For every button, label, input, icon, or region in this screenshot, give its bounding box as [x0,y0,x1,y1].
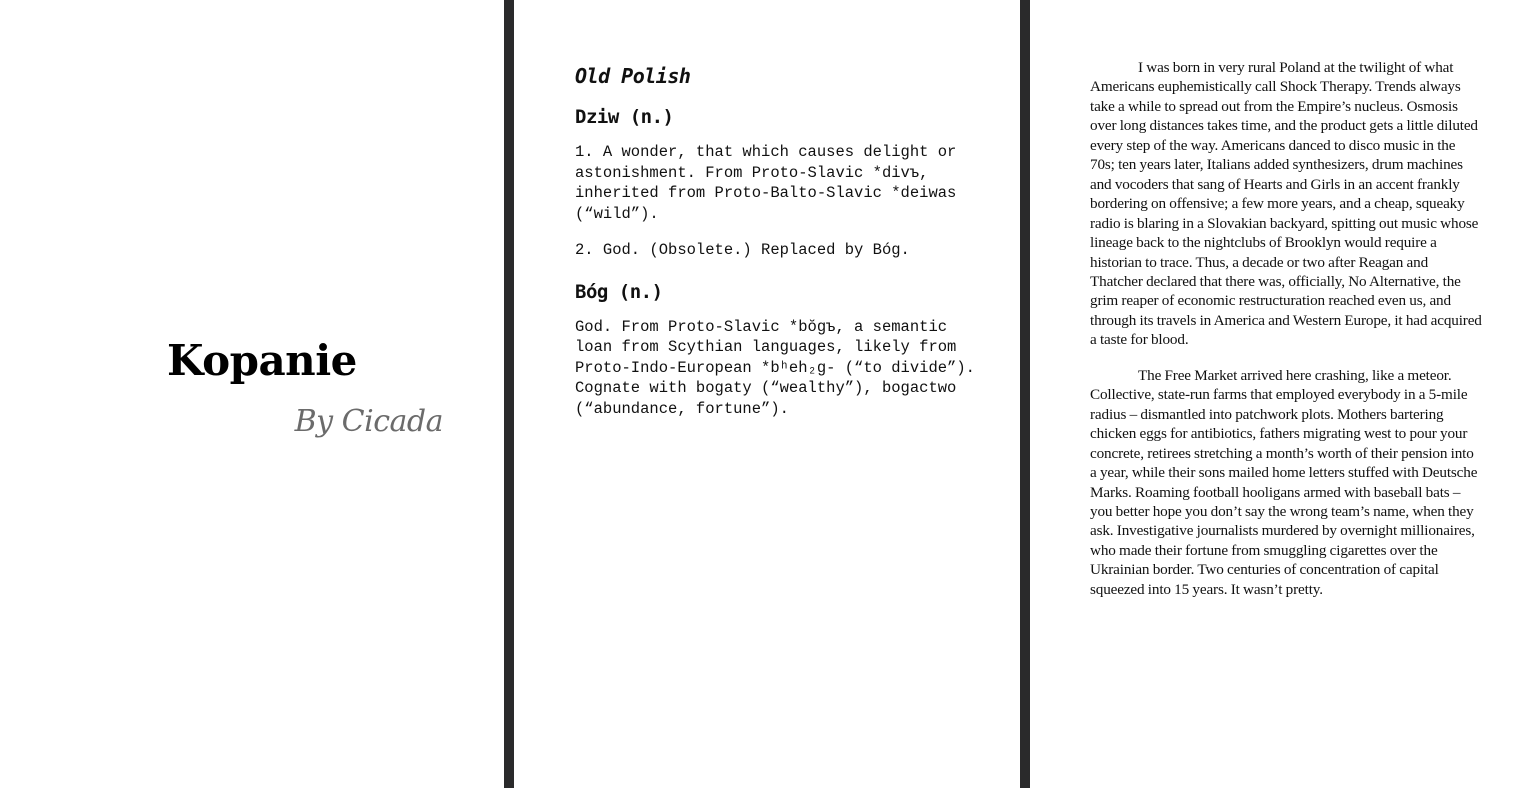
author-byline: By Cicada [294,404,443,439]
title-page [0,0,504,788]
entry-headword-dziw: Dziw (n.) [575,106,674,128]
page-divider [504,0,514,788]
entry-headword-bog: Bóg (n.) [575,280,663,303]
prose-paragraph: I was born in very rural Poland at the twilight of what Americans euphemistically call Shock Therapy. Trends always take a while to spread out from the Empire’s nucleus. Osmosis over long distances takes time, and the product gets a little diluted every step of the way. Americans danced to disco music in the 70s; ten years later, Italians added synthesizers, drum machines and vocoders that sang of Hearts and Girls in an accent frankly bordering on offensive; a few more years, and a cheap, squeaky radio is blaring in a Slovakian backyard, spitting out music whose lineage back to the nightclubs of Brooklyn would require a historian to trace. Thus, a decade or two after Reagan and Thatcher declared that there was, officially, No Alternative, the grim reaper of economic restructuration reached even us, and through its travels in America and Western Europe, it had acquired a taste for blood. [1090,59,1482,349]
entry-sense: 1. A wonder, that which causes delight or astonishment. From Proto-Slavic *divъ, inherited from Proto-Balto-Slavic *deiwas (“wild”). [575,143,957,223]
page-divider [1020,0,1030,788]
dictionary-page [514,0,1020,788]
prose-page [1030,0,1536,788]
language-heading: Old Polish [575,64,691,88]
entry-sense: 2. God. (Obsolete.) Replaced by Bóg. [575,241,910,259]
book-title: Kopanie [167,336,357,385]
prose-body [1090,58,1482,615]
entry-sense: God. From Proto-Slavic *bŏgъ, a semantic loan from Scythian languages, likely from Proto-Indo-European *bʰeh₂g- (“to divide”). Cognate with bogaty (“wealthy”), bogactwo (“abundance, fortune”). [575,317,975,418]
dictionary-entries [575,60,975,435]
prose-paragraph: The Free Market arrived here crashing, like a meteor. Collective, state-run farms that employed everybody in a 5-mile radius – dismantled into patchwork plots. Mothers bartering chicken eggs for antibiotics, fathers migrating west to pour your concrete, retirees stretching a month’s worth of their pension into a year, while their sons mailed home letters stuffed with Deutsche Marks. Roaming football hooligans armed with baseball bats – you better hope you don’t say the wrong team’s name, when they ask. Investigative journalists murdered by overnight millionaires, who made their fortune from smuggling cigarettes over the Ukrainian border. Two centuries of concentration of capital squeezed into 15 years. It wasn’t pretty. [1090,366,1478,598]
